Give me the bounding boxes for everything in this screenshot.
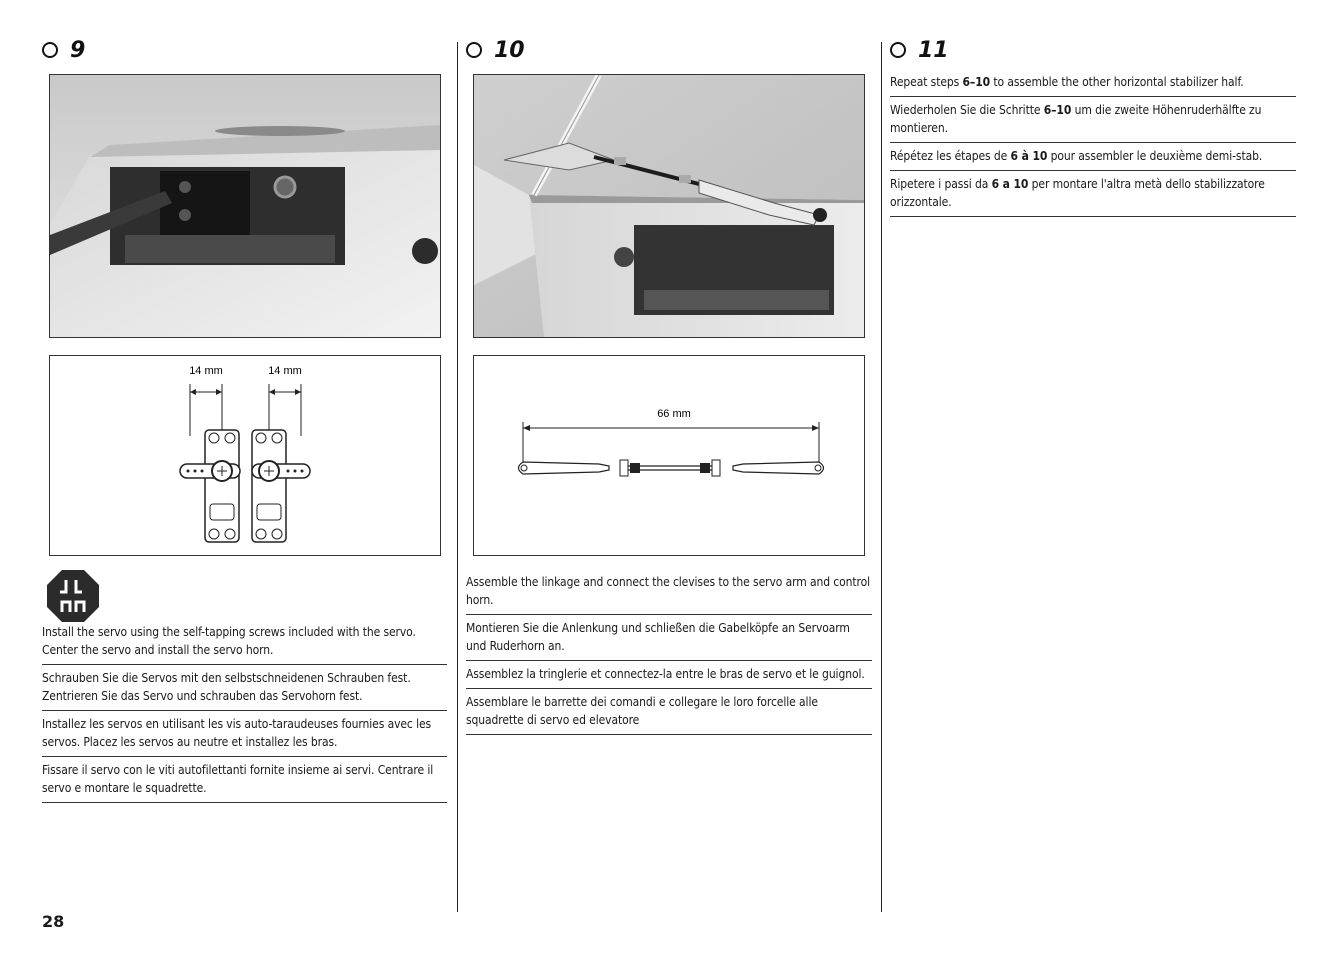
step-number: 10: [494, 37, 525, 63]
page-number: 28: [42, 912, 65, 931]
instruction-en: Assemble the linkage and connect the clevises to the servo arm and control horn.: [466, 569, 872, 615]
instruction-fr: Répétez les étapes de 6 à 10 pour assembler le deuxième demi-stab.: [890, 143, 1296, 171]
step-9-photo: [49, 74, 441, 338]
clevis-left: [519, 462, 610, 474]
step-10-instructions: [466, 569, 872, 735]
step-number: 9: [70, 37, 86, 63]
step-10-header: [466, 36, 872, 64]
instruction-fr: Assemblez la tringlerie et connectez-la entre le bras de servo et le guignol.: [466, 661, 872, 689]
checkbox-circle-icon[interactable]: [42, 42, 58, 58]
step-11-header: [890, 36, 1296, 64]
step-9-column: [42, 36, 448, 64]
dimension-label-left: 14 mm: [189, 365, 223, 377]
instruction-it: Fissare il servo con le viti autofilettanti fornite insieme ai servi. Centrare il servo e montare le squadrette.: [42, 757, 447, 803]
step-11-column: [890, 36, 1296, 64]
column-divider-2: [881, 42, 882, 912]
instruction-fr: Installez les servos en utilisant les vis auto-taraudeuses fournies avec les servos. Placez les servos au neutre et installez les bras.: [42, 711, 447, 757]
checkbox-circle-icon[interactable]: [890, 42, 906, 58]
step-10-photo: [473, 74, 865, 338]
servo-right: [252, 430, 310, 542]
step-10-column: [466, 36, 872, 64]
column-divider-1: [457, 42, 458, 912]
dimension-label-length: 66 mm: [657, 408, 691, 420]
servo-left: [180, 430, 240, 542]
servo-dimension-diagram: [49, 355, 441, 556]
step-9-instructions: [42, 619, 447, 803]
instruction-it: Ripetere i passi da 6 a 10 per montare l'altra metà dello stabilizzatore orizzontale.: [890, 171, 1296, 217]
checkbox-circle-icon[interactable]: [466, 42, 482, 58]
instruction-en: Repeat steps 6–10 to assemble the other horizontal stabilizer half.: [890, 69, 1296, 97]
instruction-de: Wiederholen Sie die Schritte 6–10 um die zweite Höhenruderhälfte zu montieren.: [890, 97, 1296, 143]
instruction-it: Assemblare le barrette dei comandi e collegare le loro forcelle alle squadrette di servo ed elevatore: [466, 689, 872, 735]
step-number: 11: [918, 37, 949, 63]
dimension-label-right: 14 mm: [268, 365, 302, 377]
instruction-de: Schrauben Sie die Servos mit den selbstschneidenen Schrauben fest. Zentrieren Sie das Servo und schrauben das Servohorn fest.: [42, 665, 447, 711]
step-9-header: [42, 36, 448, 64]
clevis-right: [733, 462, 824, 474]
step-11-instructions: [890, 69, 1296, 217]
instruction-de: Montieren Sie die Anlenkung und schließen die Gabelköpfe an Servoarm und Ruderhorn an.: [466, 615, 872, 661]
linkage-dimension-diagram: [473, 355, 865, 556]
instruction-en: Install the servo using the self-tapping screws included with the servo. Center the servo and install the servo horn.: [42, 619, 447, 665]
